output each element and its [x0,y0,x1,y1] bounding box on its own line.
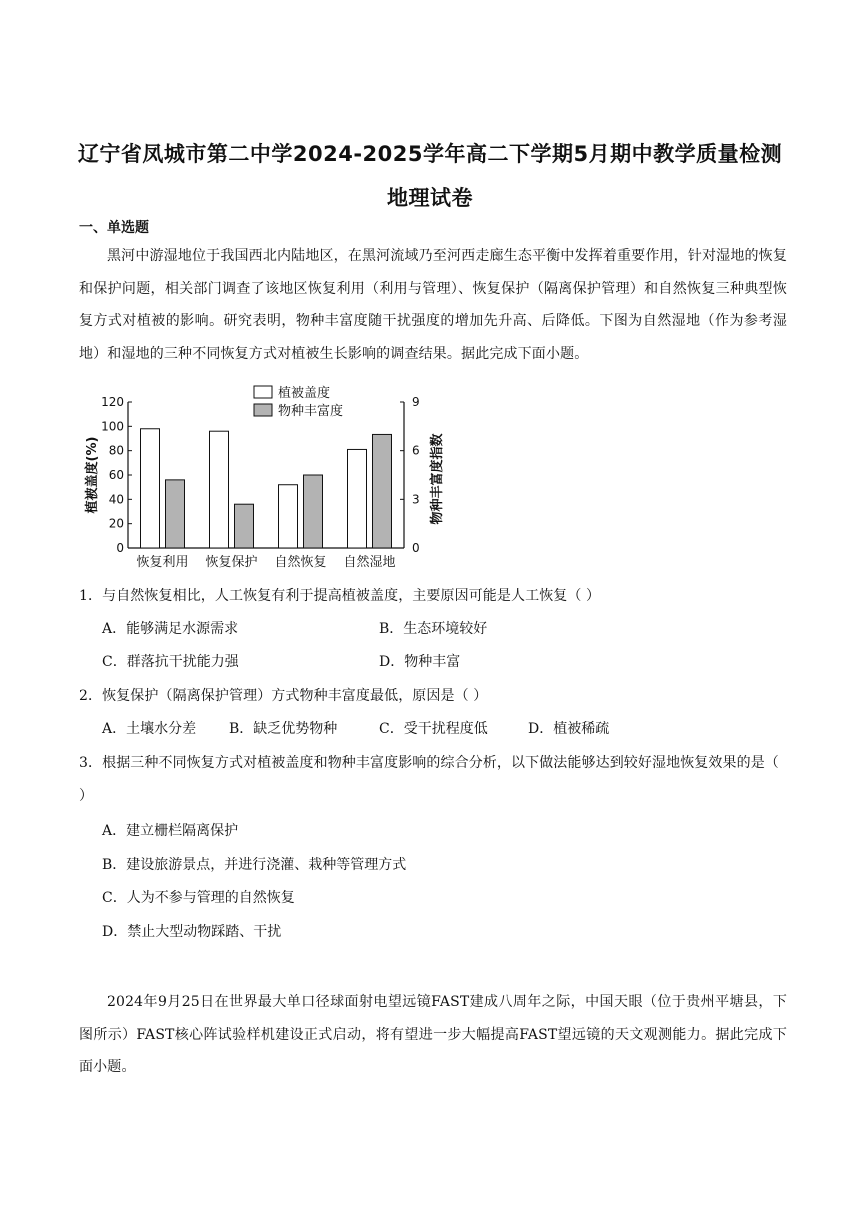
right-tick-label: 6 [412,443,420,458]
x-category-label: 自然湿地 [343,555,396,570]
page-title: 辽宁省凤城市第二中学2024-2025学年高二下学期5月期中教学质量检测 [77,142,783,166]
question-1-stem: 1．与自然恢复相比，人工恢复有利于提高植被盖度，主要原因可能是人工恢复（ ） [79,588,601,604]
legend-label: 物种丰富度 [278,404,344,419]
y-axis-left-label: 植被盖度(%) [85,436,100,514]
question-2-option-b[interactable]: B．缺乏优势物种 [229,721,338,737]
bar-coverage [141,429,160,548]
bar-chart [78,380,458,572]
legend-swatch [254,386,272,398]
question-2-option-c[interactable]: C．受干扰程度低 [379,721,488,737]
question-1-option-b[interactable]: B．生态环境较好 [379,621,488,637]
question-3-option-b[interactable]: B．建设旅游景点，并进行浇灌、栽种等管理方式 [102,857,407,873]
legend-label: 植被盖度 [278,386,331,401]
left-tick-label: 60 [108,468,124,482]
question-2-stem: 2．恢复保护（隔离保护管理）方式物种丰富度最低，原因是（ ） [79,688,488,704]
left-tick-label: 80 [108,443,124,458]
left-tick-label: 100 [101,419,124,434]
left-tick-label: 120 [101,395,124,409]
right-tick-label: 3 [412,492,420,507]
question-1-option-d[interactable]: D．物种丰富 [379,654,461,670]
y-axis-right-label: 物种丰富度指数 [430,433,445,525]
x-category-label: 恢复保护 [205,555,258,570]
question-1-option-c[interactable]: C．群落抗干扰能力强 [102,654,239,670]
question-3-option-c[interactable]: C．人为不参与管理的自然恢复 [102,890,295,906]
section-heading: 一、单选题 [79,220,149,236]
bar-coverage [279,485,298,548]
x-category-label: 恢复利用 [136,555,189,570]
question-2-option-a[interactable]: A．土壤水分差 [102,721,197,737]
bar-richness [373,434,392,548]
question-3-stem: 3．根据三种不同恢复方式对植被盖度和物种丰富度影响的综合分析，以下做法能够达到较好湿地恢复效果的是（ ） [79,755,779,804]
bar-richness [304,475,323,548]
question-2-option-d[interactable]: D．植被稀疏 [528,721,610,737]
left-tick-label: 0 [116,541,124,555]
legend-swatch [254,404,272,416]
bar-richness [235,504,254,548]
question-3-option-d[interactable]: D．禁止大型动物踩踏、干扰 [102,924,282,940]
x-category-label: 自然恢复 [274,555,327,570]
page-subtitle: 地理试卷 [387,186,473,210]
question-1-option-a[interactable]: A．能够满足水源需求 [102,621,239,637]
bar-coverage [210,431,229,548]
right-tick-label: 0 [412,541,420,555]
right-tick-label: 9 [412,395,420,409]
question-3-option-a[interactable]: A．建立栅栏隔离保护 [102,823,239,839]
left-tick-label: 20 [108,516,124,531]
left-tick-label: 40 [108,492,124,507]
passage-fast: 2024年9月25日在世界最大单口径球面射电望远镜FAST建成八周年之际，中国天眼（位于贵州平塘县，下图所示）FAST核心阵试验样机建设正式启动，将有望进一步大幅提高FAST望远镜的天文观测能力。据此完成下面小题。 [79,994,787,1075]
passage-wetland: 黑河中游湿地位于我国西北内陆地区，在黑河流域乃至河西走廊生态平衡中发挥着重要作用，针对湿地的恢复和保护问题，相关部门调查了该地区恢复利用（利用与管理）、恢复保护（隔离保护管理）和自然恢复三种典型恢复方式对植被的影响。研究表明，物种丰富度随干扰强度的增加先升高、后降低。下图为自然湿地（作为参考湿地）和湿地的三种不同恢复方式对植被生长影响的调查结果。据此完成下面小题。 [79,248,787,362]
bar-richness [166,480,185,548]
bar-coverage [348,449,367,548]
